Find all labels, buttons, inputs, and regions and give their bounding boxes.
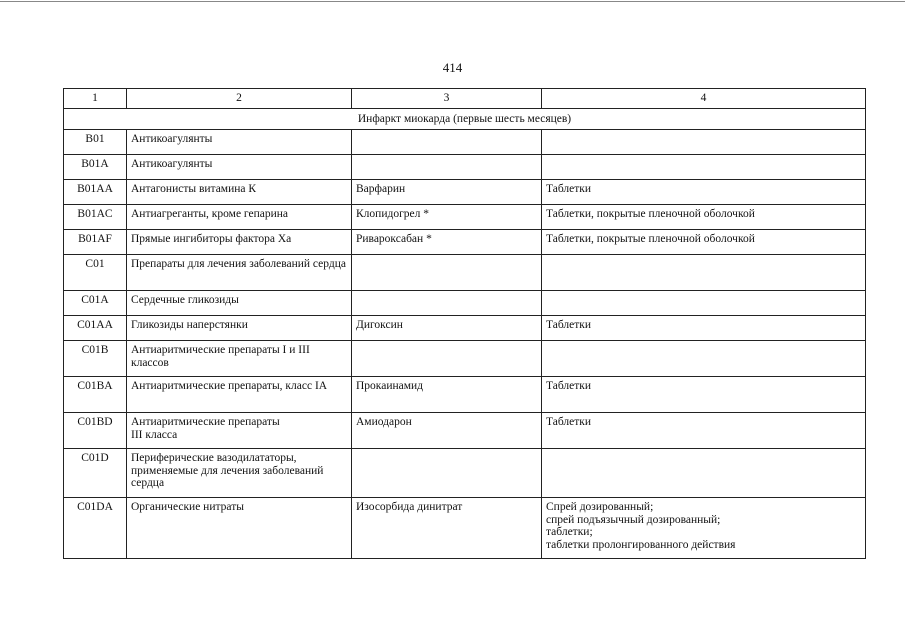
dosage-form	[542, 291, 866, 316]
table-row	[64, 341, 866, 377]
top-rule	[0, 1, 905, 2]
dosage-form: Таблетки	[542, 377, 866, 413]
atc-code: C01A	[64, 291, 127, 316]
atc-code: B01AA	[64, 180, 127, 205]
group-name: Антикоагулянты	[127, 130, 352, 155]
atc-code: C01BD	[64, 413, 127, 449]
drug-name	[352, 155, 542, 180]
section-row	[64, 109, 866, 130]
dosage-form	[542, 449, 866, 498]
drug-name: Ривароксабан *	[352, 230, 542, 255]
drug-name	[352, 291, 542, 316]
group-name: Периферические вазодилататоры, применяемые для лечения заболеваний сердца	[127, 449, 352, 498]
dosage-form	[542, 255, 866, 291]
dosage-form: Таблетки	[542, 413, 866, 449]
group-name: Органические нитраты	[127, 498, 352, 559]
group-name: Прямые ингибиторы фактора Xa	[127, 230, 352, 255]
section-title: Инфаркт миокарда (первые шесть месяцев)	[64, 109, 866, 130]
table-row	[64, 316, 866, 341]
drug-name: Изосорбида динитрат	[352, 498, 542, 559]
group-name: Антиаритмические препараты III класса	[127, 413, 352, 449]
atc-code: C01BA	[64, 377, 127, 413]
group-name: Антиаритмические препараты I и III классов	[127, 341, 352, 377]
table-row	[64, 180, 866, 205]
dosage-form	[542, 341, 866, 377]
group-name: Сердечные гликозиды	[127, 291, 352, 316]
atc-code: C01	[64, 255, 127, 291]
dosage-form: Спрей дозированный; спрей подъязычный дозированный; таблетки; таблетки пролонгированного действия	[542, 498, 866, 559]
dosage-form: Таблетки, покрытые пленочной оболочкой	[542, 230, 866, 255]
atc-code: C01D	[64, 449, 127, 498]
table-row	[64, 205, 866, 230]
table-row	[64, 449, 866, 498]
group-name: Антагонисты витамина К	[127, 180, 352, 205]
atc-code: B01	[64, 130, 127, 155]
column-number: 1	[64, 89, 127, 109]
dosage-form: Таблетки	[542, 316, 866, 341]
column-number: 4	[542, 89, 866, 109]
table-row	[64, 130, 866, 155]
column-number: 3	[352, 89, 542, 109]
column-number: 2	[127, 89, 352, 109]
drug-name: Варфарин	[352, 180, 542, 205]
drug-table	[63, 88, 866, 559]
group-name: Препараты для лечения заболеваний сердца	[127, 255, 352, 291]
table-row	[64, 498, 866, 559]
drug-name	[352, 130, 542, 155]
group-name: Антиаритмические препараты, класс IA	[127, 377, 352, 413]
dosage-form	[542, 155, 866, 180]
drug-name: Дигоксин	[352, 316, 542, 341]
dosage-form: Таблетки	[542, 180, 866, 205]
group-name: Гликозиды наперстянки	[127, 316, 352, 341]
drug-name: Амиодарон	[352, 413, 542, 449]
atc-code: C01DA	[64, 498, 127, 559]
group-name: Антикоагулянты	[127, 155, 352, 180]
drug-name	[352, 449, 542, 498]
atc-code: B01AF	[64, 230, 127, 255]
table-row	[64, 255, 866, 291]
table-row	[64, 377, 866, 413]
atc-code: B01AC	[64, 205, 127, 230]
page-number: 414	[442, 60, 463, 75]
dosage-form: Таблетки, покрытые пленочной оболочкой	[542, 205, 866, 230]
atc-code: C01B	[64, 341, 127, 377]
column-number-row	[64, 89, 866, 109]
drug-name	[352, 341, 542, 377]
table-row	[64, 413, 866, 449]
atc-code: C01AA	[64, 316, 127, 341]
atc-code: B01A	[64, 155, 127, 180]
dosage-form	[542, 130, 866, 155]
group-name: Антиагреганты, кроме гепарина	[127, 205, 352, 230]
drug-name: Клопидогрел *	[352, 205, 542, 230]
table-row	[64, 230, 866, 255]
table-row	[64, 155, 866, 180]
table-row	[64, 291, 866, 316]
drug-name: Прокаинамид	[352, 377, 542, 413]
drug-name	[352, 255, 542, 291]
